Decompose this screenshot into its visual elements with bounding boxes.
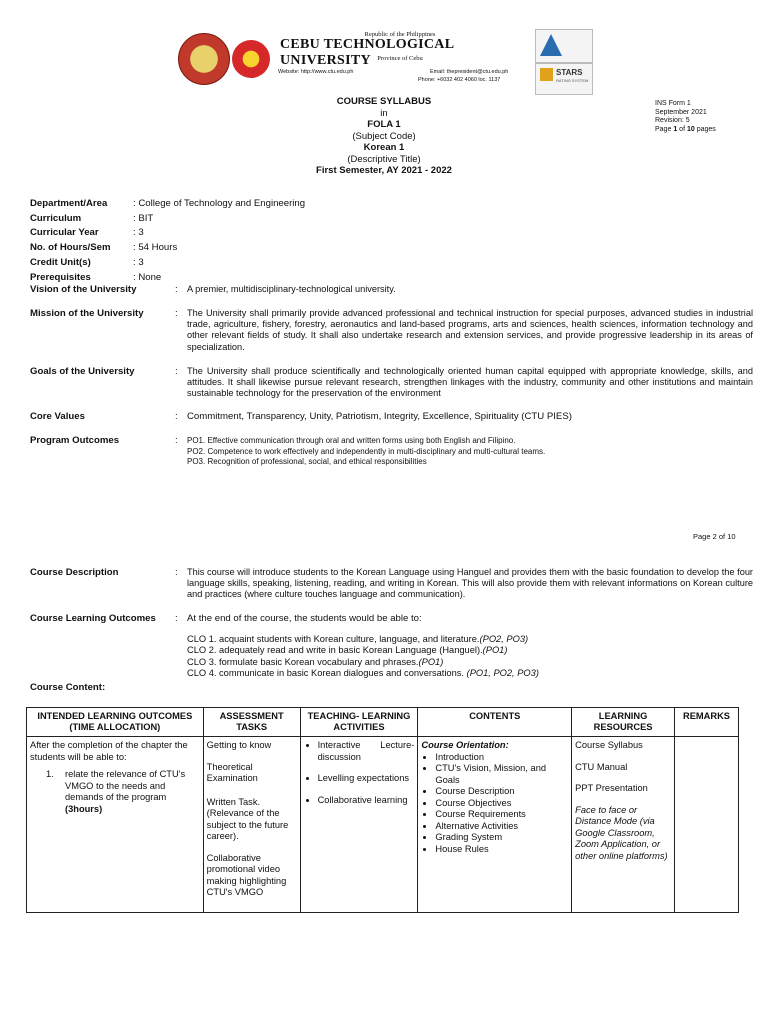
table-header: TEACHING- LEARNING ACTIVITIES [300, 708, 418, 737]
vision-colon: : [175, 284, 178, 295]
course-description-label: Course Description [30, 567, 119, 578]
republic-text: Republic of the Philippines [364, 31, 436, 38]
ilo-intro: After the completion of the chapter the students will be able to: [30, 740, 188, 762]
syllabus-title-block [284, 96, 484, 177]
course-details [30, 196, 305, 284]
table-header: INTENDED LEARNING OUTCOMES (TIME ALLOCATION) [27, 708, 204, 737]
ilo-item-text: relate the relevance of CTU's VMGO to the needs and demands of the program [65, 769, 186, 802]
course-description-colon: : [175, 567, 178, 578]
vision-label: Vision of the University [30, 284, 137, 295]
ilo-item [30, 769, 200, 815]
stars-label: STARS [556, 68, 583, 77]
form-info [655, 100, 716, 134]
program-outcome-item: PO2. Competence to work effectively and independently in multi-disciplinary and multi-cultural teams. [187, 446, 546, 456]
assessment-item: Written Task. (Relevance of the subject to the future career). [206, 796, 289, 841]
resource-item: CTU Manual [575, 761, 628, 772]
course-content-table [26, 707, 739, 913]
detail-label: Curricular Year [30, 227, 99, 239]
content-item: • Grading System [435, 832, 568, 844]
vision-text: A premier, multidisciplinary-technological university. [187, 284, 396, 294]
detail-label: No. of Hours/Sem [30, 242, 111, 254]
content-item: • CTU's Vision, Mission, and Goals [435, 763, 568, 786]
activities-cell [300, 737, 418, 913]
resource-item: Course Syllabus [575, 740, 643, 750]
resource-item: PPT Presentation [575, 783, 648, 793]
iso-certification-badge [535, 29, 593, 63]
resources-cell [572, 737, 675, 913]
content-item: • House Rules [435, 844, 568, 856]
form-number: INS Form 1 [655, 100, 691, 107]
table-header-row [27, 708, 739, 737]
detail-label: Department/Area [30, 198, 108, 209]
content-item: • Course Objectives [435, 798, 568, 810]
subject-code: FOLA 1 [367, 119, 401, 130]
stars-sub-label: RATING SYSTEM [556, 78, 589, 83]
asean-logo [232, 40, 270, 78]
form-revision: Revision: 5 [655, 117, 690, 124]
goals-label: Goals of the University [30, 366, 135, 377]
program-outcomes-list [187, 436, 753, 468]
contents-cell [418, 737, 572, 913]
content-item: • Course Description [435, 786, 568, 798]
content-item: • Alternative Activities [435, 821, 568, 833]
activity-item: • Collaborative learning [318, 795, 415, 807]
remarks-cell [675, 737, 739, 913]
assessment-item: Collaborative promotional video making highlighting CTU's VMGO [206, 852, 287, 897]
mission-colon: : [175, 308, 178, 319]
assessment-item: Theoretical Examination [206, 761, 258, 783]
goals-text: The University shall produce scientifically and technologically oriented human capital equipped with appropriate knowledge, skills, and attitudes. It shall likewise pursue relevant research, strengthen linkages with the industry, community and other institutions and maintain sustainable technology for the preservation of the environment [187, 366, 753, 399]
form-date: September 2021 [655, 108, 707, 116]
detail-value: : BIT [133, 212, 154, 224]
assessment-item: Getting to know [206, 740, 272, 750]
clo-list [187, 634, 753, 679]
table-header: ASSESSMENT TASKS [203, 708, 300, 737]
contents-list [421, 752, 568, 856]
course-description-text: This course will introduce students to the Korean Language using Hanguel and provides them with the basic foundation to develop the four language skills, speaking, listening, reading, and writing in Korean. This will also provide them with relevant informations on Korean culture and practices (where culture touches language and communication). [187, 567, 753, 600]
detail-value: : 3 [133, 256, 144, 268]
descriptive-title-caption: (Descriptive Title) [347, 153, 421, 165]
activity-item: • Interactive Lecture-discussion [318, 740, 415, 763]
program-outcome-item: PO3. Recognition of professional, social, and ethical responsibilities [187, 457, 427, 466]
resource-mode: Face to face or Distance Mode (via Google Classroom, Zoom Application, or other online platforms) [575, 804, 668, 861]
ilo-cell [27, 737, 204, 913]
mission-text: The University shall primarily provide advanced professional and technical instruction for special purposes, advanced studies in industrial trade, agriculture, fishery, forestry, aeronautics and land-based programs, arts and sciences, health sciences, information technology and other relevant fields of study. It shall also undertake research and extension services, and provide progressive leadership in its areas of specialization. [187, 308, 753, 352]
detail-label: Prerequisites [30, 271, 91, 283]
clo-item: CLO 4. communicate in basic Korean dialogues and conversations. (PO1, PO2, PO3) [187, 667, 539, 678]
content-item: • Course Requirements [435, 809, 568, 821]
detail-value: : 54 Hours [133, 242, 178, 254]
content-item: • Introduction [435, 752, 568, 764]
clo-label: Course Learning Outcomes [30, 613, 156, 624]
clo-intro: At the end of the course, the students would be able to: [187, 613, 422, 624]
contents-title: Course Orientation: [421, 740, 509, 750]
clo-colon: : [175, 613, 178, 624]
email-link[interactable]: Email: thepresident@ctu.edu.ph [430, 69, 509, 75]
detail-value: : None [133, 271, 162, 283]
in-text: in [380, 107, 388, 119]
program-outcomes-label: Program Outcomes [30, 435, 120, 446]
goals-colon: : [175, 366, 178, 377]
semester-text: First Semester, AY 2021 - 2022 [316, 165, 452, 176]
core-values-colon: : [175, 411, 178, 422]
detail-label: Credit Unit(s) [30, 256, 91, 268]
activities-list [304, 740, 415, 806]
detail-value: : 3 [133, 227, 144, 239]
descriptive-title: Korean 1 [363, 142, 405, 153]
stars-rating-badge [535, 63, 593, 95]
clo-item: CLO 1. acquaint students with Korean culture, language, and literature.(PO2, PO3) [187, 634, 529, 644]
activity-item: • Levelling expectations [318, 773, 415, 785]
table-header: LEARNING RESOURCES [572, 708, 675, 737]
core-values-label: Core Values [30, 411, 85, 422]
ilo-number: 1. [46, 769, 54, 779]
mission-label: Mission of the University [30, 308, 144, 319]
table-header: CONTENTS [418, 708, 572, 737]
ilo-time: (3hours) [65, 803, 103, 814]
detail-label: Curriculum [30, 212, 82, 224]
form-page: Page 1 of 10 pages [655, 125, 716, 133]
page-2-label: Page 2 of 10 [693, 532, 736, 541]
stars-icon [540, 68, 553, 81]
core-values-text: Commitment, Transparency, Unity, Patriotism, Integrity, Excellence, Spirituality (CTU PIES) [187, 411, 572, 422]
program-outcomes-colon: : [175, 435, 178, 446]
table-header: REMARKS [675, 708, 739, 737]
university-name: CEBU TECHNOLOGICAL UNIVERSITY [280, 37, 454, 68]
subject-code-caption: (Subject Code) [352, 130, 416, 142]
clo-item: CLO 2. adequately read and write in basic Korean Language (Hanguel).(PO1) [187, 645, 508, 656]
province-text: Province of Cebu [377, 55, 423, 62]
certification-mark-icon [540, 34, 562, 56]
university-seal-logo [178, 33, 230, 85]
detail-value: : College of Technology and Engineering [133, 198, 306, 209]
phone-text: Phone: +6032 402 4060 loc. 1137 [418, 77, 501, 83]
table-row [27, 737, 739, 913]
website-link[interactable]: Website: http://www.ctu.edu.ph [278, 69, 354, 75]
syllabus-title: COURSE SYLLABUS [336, 96, 432, 107]
clo-item: CLO 3. formulate basic Korean vocabulary and phrases.(PO1) [187, 656, 444, 667]
assessment-cell [203, 737, 300, 913]
course-content-label: Course Content: [30, 682, 106, 693]
program-outcome-item: PO1. Effective communication through oral and written forms using both English and Filipino. [187, 436, 516, 445]
